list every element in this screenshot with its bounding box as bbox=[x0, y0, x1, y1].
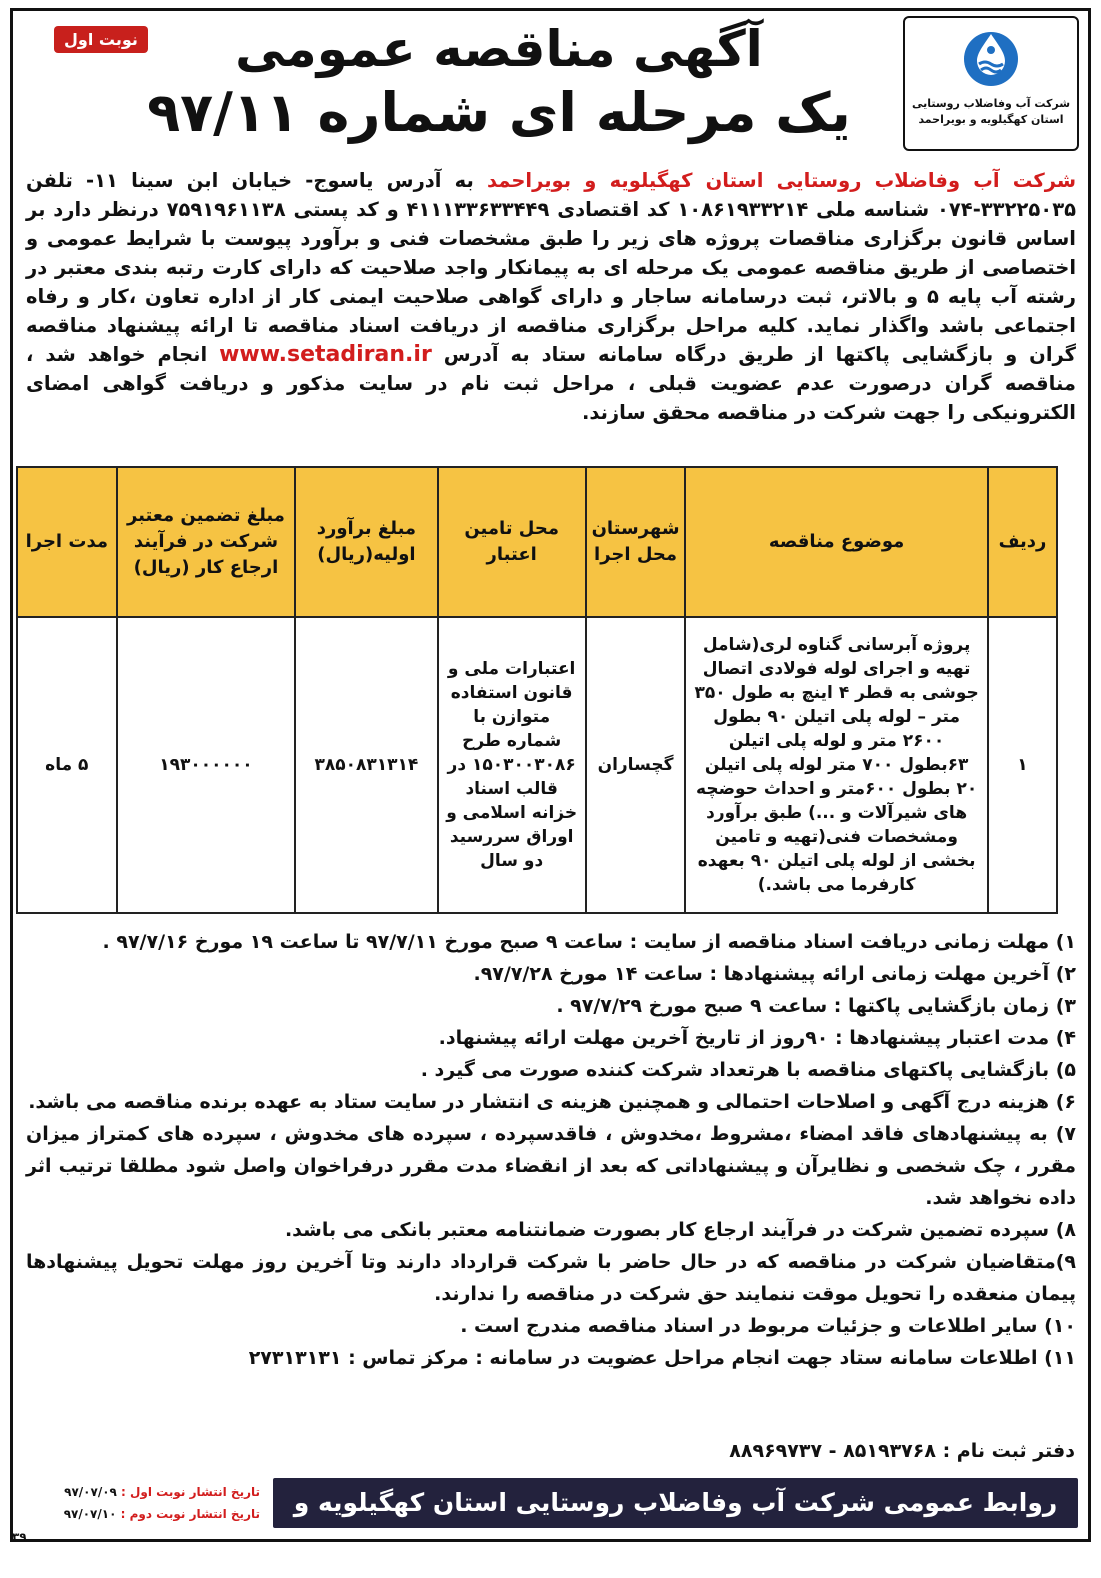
tender-table bbox=[16, 466, 1058, 914]
condition-item: ۴) مدت اعتبار پیشنهادها : ۹۰روز از تاریخ آخرین مهلت ارائه پیشنهاد. bbox=[438, 1027, 1076, 1049]
table-row bbox=[17, 617, 1057, 913]
header-funding: محل تامین اعتبار bbox=[438, 467, 586, 617]
header-subject: موضوع مناقصه bbox=[685, 467, 988, 617]
water-drop-logo-icon bbox=[961, 26, 1021, 88]
cell-row-number: ۱ bbox=[988, 617, 1057, 913]
company-name: شرکت آب وفاضلاب روستایی استان کهگیلویه و بویراحمد bbox=[487, 169, 1077, 192]
publication-date-first: تاریخ انتشار نوبت اول : ۹۷/۰۷/۰۹ bbox=[64, 1485, 260, 1499]
logo-text-line-1: شرکت آب وفاضلاب روستایی bbox=[911, 97, 1071, 110]
condition-item: ۷) به پیشنهادهای فاقد امضاء ،مشروط ،مخدوش ، فاقدسپرده ، سپرده های مخدوش ، سپرده های کمتراز میزان مقرر ، چک شخصی و نظایرآن و پیشنهاداتی که بعد از انقضاء مدت مقرر درفراخوان واصل شود مطلقا ترتیب اثر داده نخواهد شد. bbox=[26, 1123, 1076, 1209]
page-title bbox=[114, 18, 884, 146]
cell-estimate: ۳۸۵۰۸۳۱۳۱۴ bbox=[295, 617, 437, 913]
public-relations-bar: روابط عمومی شرکت آب وفاضلاب روستایی استان کهگیلویه و بویراحمد bbox=[273, 1478, 1078, 1528]
condition-item: ۵) بازگشایی پاکتهای مناقصه با هرتعداد شرکت کننده صورت می گیرد . bbox=[420, 1059, 1076, 1081]
edition-badge: نوبت اول bbox=[54, 26, 148, 53]
cell-city: گچساران bbox=[586, 617, 685, 913]
cell-duration: ۵ ماه bbox=[17, 617, 117, 913]
cell-subject: پروژه آبرسانی گناوه لری(شامل تهیه و اجرای لوله فولادی اتصال جوشی به قطر ۴ اینچ به طول ۳۵۰ متر – لوله پلی اتیلن ۹۰ بطول ۲۶۰۰ متر و لوله پلی اتیلن ۶۳بطول ۷۰۰ متر لوله پلی اتیلن ۲۰ بطول ۶۰۰متر و احداث حوضچه های شیرآلات و ...) طبق برآورد ومشخصات فنی(تهیه و تامین بخشی از لوله پلی اتیلن ۹۰ بعهده کارفرما می باشد.) bbox=[685, 617, 988, 913]
website-link[interactable]: www.setadiran.ir bbox=[219, 342, 432, 367]
condition-item: ۸) سپرده تضمین شرکت در فرآیند ارجاع کار بصورت ضمانتنامه معتبر بانکی می باشد. bbox=[284, 1219, 1076, 1241]
publication-dates bbox=[34, 1478, 266, 1528]
intro-paragraph bbox=[26, 166, 1076, 427]
conditions-list bbox=[26, 926, 1076, 1374]
intro-text-1: به آدرس یاسوج- خیابان ابن سینا ۱۱- تلفن ۳۳۲۲۵۰۳۵-۰۷۴ شناسه ملی ۱۰۸۶۱۹۳۳۲۱۴ کد اقتصادی ۴۱۱۱۳۳۶۳۳۴۴۹ و کد پستی ۷۵۹۱۹۶۱۱۳۸ درنظر دارد بر اساس قانون برگزاری مناقصات پروژه های زیر را طبق مشخصات فنی و برآورد پیوست با شرایط عمومی و اختصاصی از طریق مناقصه عمومی یک مرحله ای به پیمانکار واجد صلاحیت که دارای کارت رتبه بندی معتبر در رشته آب پایه ۵ و بالاتر، ثبت درسامانه ساجار و دارای گواهی صلاحیت ایمنی کار از اداره تعاون ،کار و رفاه اجتماعی باشد واگذار نماید. کلیه مراحل برگزاری مناقصه از دریافت اسناد مناقصه تا ارائه پیشنهاد مناقصه گران و بازگشایی پاکتها از طریق درگاه سامانه ستاد به آدرس bbox=[26, 169, 1076, 366]
cell-funding: اعتبارات ملی و قانون استفاده متوازن با شماره طرح ۱۵۰۳۰۰۳۰۸۶ در قالب اسناد خزانه اسلامی و اوراق سررسید دو سال bbox=[438, 617, 586, 913]
company-logo bbox=[903, 16, 1079, 151]
registration-office: دفتر ثبت نام : ۸۵۱۹۳۷۶۸ - ۸۸۹۶۹۷۳۷ bbox=[729, 1440, 1075, 1462]
condition-item: ۹)متقاضیان شرکت در مناقصه که در حال حاضر با شرکت قرارداد دارند وتا آخرین روز مهلت تحویل پیشنهادها پیمان منعقده را تحویل موقت ننمایند حق شرکت در مناقصه را ندارند. bbox=[26, 1251, 1076, 1305]
condition-item: ۱) مهلت زمانی دریافت اسناد مناقصه از سایت : ساعت ۹ صبح مورخ ۹۷/۷/۱۱ تا ساعت ۱۹ مورخ ۹۷/۷/۱۶ . bbox=[102, 931, 1076, 953]
logo-text-line-2: استان کهگیلویه و بویراحمد bbox=[918, 113, 1064, 126]
page-number: ۳۹ bbox=[12, 1530, 27, 1544]
intro-text-2: انجام خواهد شد ، مناقصه گران درصورت عدم عضویت قبلی ، مراحل ثبت نام در سایت مذکور و دریافت گواهی امضای الکترونیکی را جهت شرکت در مناقصه محقق سازند. bbox=[26, 343, 1076, 424]
header-row-number: ردیف bbox=[988, 467, 1057, 617]
cell-guarantee: ۱۹۳۰۰۰۰۰۰ bbox=[117, 617, 296, 913]
title-line-2: یک مرحله ای شماره ۹۷/۱۱ bbox=[147, 81, 851, 144]
condition-item: ۱۰) سایر اطلاعات و جزئیات مربوط در اسناد مناقصه مندرج است . bbox=[460, 1315, 1076, 1337]
header bbox=[14, 12, 1087, 157]
header-duration: مدت اجرا bbox=[17, 467, 117, 617]
publication-date-second: تاریخ انتشار نوبت دوم : ۹۷/۰۷/۱۰ bbox=[63, 1507, 260, 1521]
condition-item: ۶) هزینه درج آگهی و اصلاحات احتمالی و همچنین هزینه ی انتشار در سایت ستاد به عهده برنده مناقصه می باشد. bbox=[28, 1091, 1076, 1113]
header-guarantee: مبلغ تضمین معتبر شرکت در فرآیند ارجاع کار (ریال) bbox=[117, 467, 296, 617]
condition-item: ۲) آخرین مهلت زمانی ارائه پیشنهادها : ساعت ۱۴ مورخ ۹۷/۷/۲۸. bbox=[473, 963, 1076, 985]
condition-item: ۱۱) اطلاعات سامانه ستاد جهت انجام مراحل عضویت در سامانه : مرکز تماس : ۲۷۳۱۳۱۳۱ bbox=[248, 1347, 1076, 1369]
table-header-row bbox=[17, 467, 1057, 617]
header-city: شهرستان محل اجرا bbox=[586, 467, 685, 617]
title-line-1: آگهی مناقصه عمومی bbox=[235, 20, 763, 78]
footer bbox=[34, 1474, 1078, 1567]
condition-item: ۳) زمان بازگشایی پاکتها : ساعت ۹ صبح مورخ ۹۷/۷/۲۹ . bbox=[556, 995, 1076, 1017]
header-estimate: مبلغ برآورد اولیه(ریال) bbox=[295, 467, 437, 617]
